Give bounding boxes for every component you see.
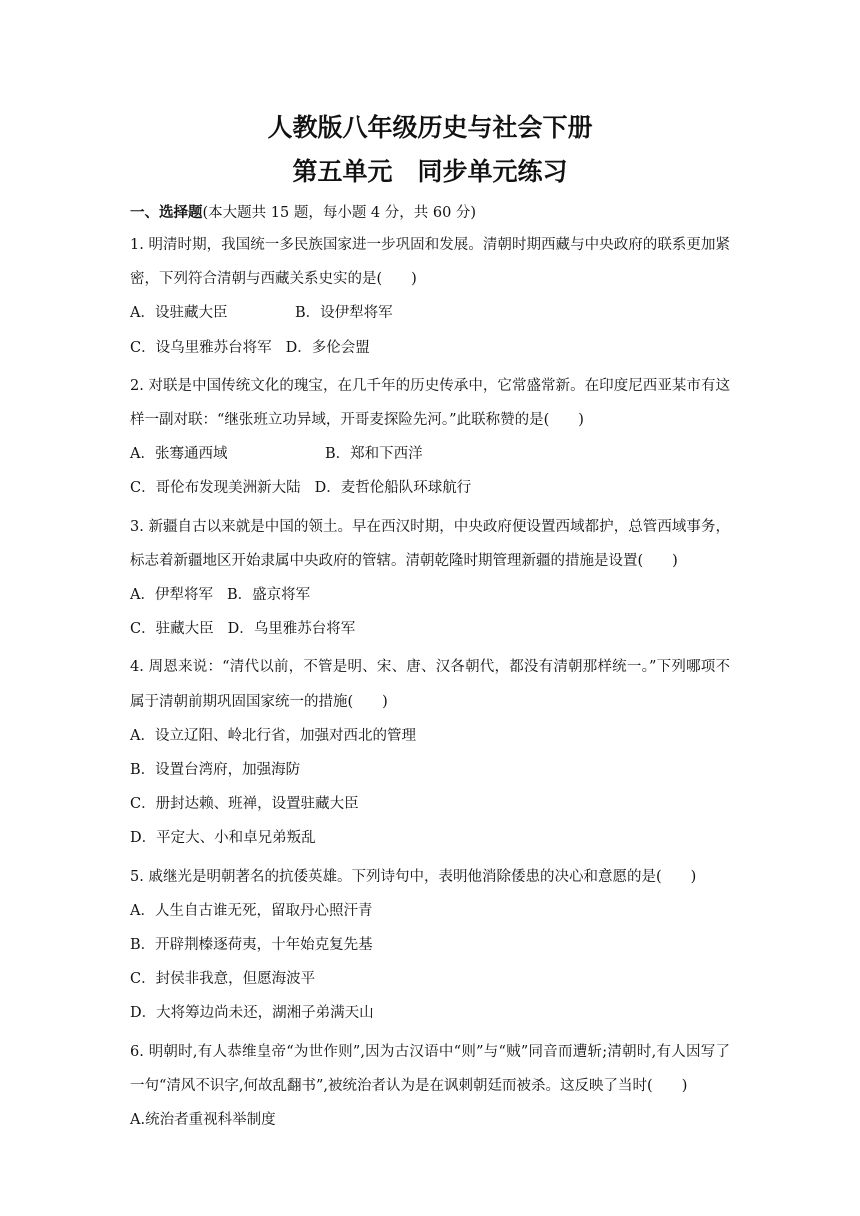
question-stem: 1. 明清时期，我国统一多民族国家进一步巩固和发展。清朝时期西藏与中央政府的联系更加紧密，下列符合清朝与西藏关系史实的是( ) (130, 237, 730, 288)
option-b: B．设置台湾府，加强海防 (130, 762, 301, 779)
options-row (130, 578, 730, 612)
option-a: A．人生自古谁无死，留取丹心照汗青 (130, 902, 373, 919)
option-c: C．册封达赖、班禅，设置驻藏大臣 (130, 796, 359, 813)
question-stem: 2. 对联是中国传统文化的瑰宝，在几千年的历史传承中，它常盛常新。在印度尼西亚某市有这样一副对联：“继张班立功异域，开哥麦探险先河。”此联称赞的是( ) (130, 377, 730, 429)
option-a: A.统治者重视科举制度 (130, 1112, 276, 1129)
question-6 (130, 1035, 730, 1138)
option-a: A．设立辽阳、岭北行省，加强对西北的管理 (130, 727, 416, 744)
question-stem: 6. 明朝时,有人恭维皇帝“为世作则”,因为古汉语中“则”与“贼”同音而遭斩;清朝时,有人因写了一句“清风不识字,何故乱翻书”,被统治者认为是在讽刺朝廷而被杀。这反映了当时( ) (130, 1043, 730, 1094)
section-note: (本大题共 15 题，每小题 4 分，共 60 分) (202, 205, 477, 221)
option-b: B．盛京将军 (226, 587, 311, 604)
option-b: B．郑和下西洋 (325, 446, 423, 463)
question-4 (130, 650, 730, 855)
question-stem: 4. 周恩来说：“清代以前，不管是明、宋、唐、汉各朝代，都没有清朝那样统一。”下列哪项不属于清朝前期巩固国家统一的措施( ) (130, 659, 730, 710)
option-d: D．多伦会盟 (285, 339, 370, 356)
option-d: D．乌里雅苏台将军 (227, 621, 356, 638)
question-3 (130, 510, 730, 647)
question-1 (130, 228, 730, 365)
option-d: D．麦哲伦船队环球航行 (314, 480, 472, 497)
question-stem: 5. 戚继光是明朝著名的抗倭英雄。下列诗句中，表明他消除倭患的决心和意愿的是( ) (130, 868, 697, 885)
options-row (130, 612, 730, 646)
question-stem: 3. 新疆自古以来就是中国的领土。早在西汉时期，中央政府便设置西域都护，总管西域事务，标志着新疆地区开始隶属中央政府的管辖。清朝乾隆时期管理新疆的措施是设置( ) (130, 518, 730, 569)
option-a: A．伊犁将军 (130, 587, 213, 604)
option-d: D．大将筹边尚未还，湖湘子弟满天山 (130, 1005, 374, 1022)
document-subtitle: 第五单元 同步单元练习 (292, 157, 568, 186)
option-c: C．封侯非我意，但愿海波平 (130, 971, 316, 988)
option-a: A．设驻藏大臣 (130, 305, 228, 322)
option-b: B．开辟荆榛逐荷夷，十年始克复先基 (130, 937, 373, 954)
option-c: C．哥伦布发现美洲新大陆 (130, 480, 301, 497)
options-row (130, 471, 730, 505)
option-d: D．平定大、小和卓兄弟叛乱 (130, 830, 316, 847)
section-heading (130, 202, 730, 224)
option-b: B．设伊犁将军 (295, 305, 393, 322)
option-a: A．张骞通西域 (130, 446, 228, 463)
options-row (130, 437, 730, 471)
section-label: 一、选择题 (130, 204, 203, 221)
options-row (130, 296, 730, 330)
options-row (130, 331, 730, 365)
option-c: C．设乌里雅苏台将军 (130, 339, 272, 356)
question-5 (130, 860, 730, 1031)
document-title: 人教版八年级历史与社会下册 (267, 113, 593, 142)
option-c: C．驻藏大臣 (130, 621, 214, 638)
question-2 (130, 369, 730, 506)
